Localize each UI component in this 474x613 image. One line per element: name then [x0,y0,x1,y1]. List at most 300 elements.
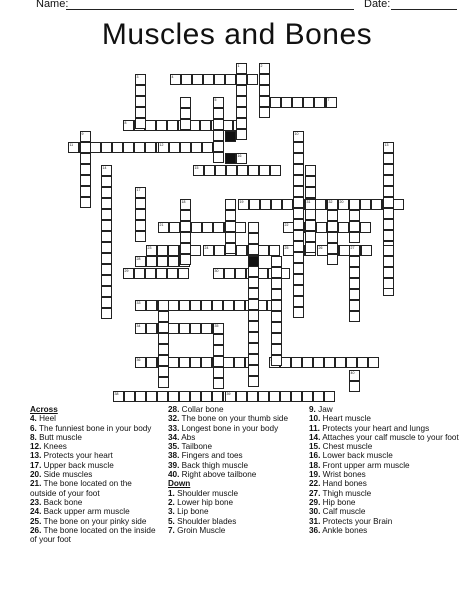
grid-cell[interactable] [259,63,270,74]
grid-cell[interactable] [281,97,292,108]
grid-cell[interactable] [293,230,304,241]
grid-cell[interactable] [158,333,169,344]
grid-cell[interactable] [158,366,169,377]
clue-number: 7. [168,525,175,535]
grid-cell[interactable] [101,297,112,308]
grid-cell[interactable] [368,357,379,368]
grid-cell[interactable] [135,85,146,96]
grid-cell[interactable] [236,74,247,85]
grid-cell[interactable] [361,245,372,256]
grid-cell[interactable] [80,197,91,208]
grid-cell[interactable] [383,256,394,267]
grid-cell[interactable] [180,199,191,210]
grid-cell[interactable] [167,120,178,131]
grid-cell[interactable] [135,256,146,267]
grid-cell[interactable] [214,74,225,85]
grid-cell[interactable] [349,289,360,300]
grid-cell[interactable] [349,221,360,232]
grid-cell[interactable] [349,300,360,311]
grid-cell[interactable] [235,222,246,233]
grid-cell[interactable] [80,175,91,186]
grid-cell[interactable] [201,323,212,334]
grid-cell[interactable] [180,232,191,243]
grid-cell[interactable] [156,268,167,279]
grid-cell[interactable] [101,286,112,297]
grid-cell[interactable] [346,357,357,368]
grid-cell[interactable] [293,241,304,252]
grid-cell[interactable] [234,300,245,311]
grid-cell[interactable] [293,274,304,285]
grid-cell[interactable] [178,268,189,279]
grid-cell[interactable] [123,120,134,131]
grid-cell[interactable] [293,153,304,164]
grid-cell[interactable] [236,63,247,74]
grid-cell[interactable] [271,311,282,322]
grid-cell[interactable] [213,323,224,334]
grid-cell[interactable] [248,332,259,343]
grid-cell[interactable] [135,220,146,231]
grid-cell[interactable] [349,245,360,256]
grid-cell[interactable] [302,357,313,368]
grid-cell[interactable] [327,232,338,243]
grid-cell[interactable] [357,357,368,368]
grid-cell[interactable] [135,198,146,209]
grid-cell[interactable] [249,199,260,210]
grid-cell[interactable] [271,355,282,366]
grid-cell[interactable] [393,199,404,210]
grid-cell[interactable] [293,197,304,208]
grid-cell[interactable] [291,391,302,402]
grid-cell[interactable] [157,391,168,402]
grid-cell[interactable] [383,197,394,208]
grid-cell[interactable] [179,323,190,334]
grid-cell[interactable] [169,222,180,233]
grid-cell[interactable] [135,231,146,242]
grid-cell[interactable] [248,266,259,277]
grid-cell[interactable] [271,344,282,355]
grid-cell[interactable] [190,323,201,334]
grid-cell[interactable] [225,243,236,254]
grid-cell[interactable] [123,142,134,153]
grid-cell[interactable] [327,199,338,210]
grid-cell[interactable] [145,120,156,131]
clue-number: 21. [30,479,42,489]
grid-cell[interactable] [248,299,259,310]
grid-cell[interactable] [248,277,259,288]
grid-cell[interactable] [236,85,247,96]
grid-cell[interactable] [293,142,304,153]
grid-cell[interactable] [305,209,316,220]
grid-cell[interactable] [293,208,304,219]
grid-cell[interactable] [135,357,146,368]
grid-cell[interactable] [135,96,146,107]
grid-cell[interactable] [180,221,191,232]
grid-cell[interactable] [248,321,259,332]
grid-cell[interactable] [248,343,259,354]
grid-cell[interactable] [214,245,225,256]
grid-cell[interactable] [349,311,360,322]
grid-cell[interactable] [168,357,179,368]
grid-cell[interactable] [201,357,212,368]
grid-cell[interactable] [258,245,269,256]
grid-cell[interactable] [327,243,338,254]
grid-cell[interactable] [192,74,203,85]
grid-cell[interactable] [305,231,316,242]
grid-cell[interactable] [179,300,190,311]
grid-cell[interactable] [101,187,112,198]
grid-cell[interactable] [293,285,304,296]
grid-cell[interactable] [303,97,314,108]
grid-cell[interactable] [313,391,324,402]
grid-cell[interactable] [383,186,394,197]
grid-cell[interactable] [248,376,259,387]
grid-cell[interactable] [212,300,223,311]
grid-cell[interactable] [179,391,190,402]
grid-cell[interactable] [213,97,224,108]
grid-cell[interactable] [193,165,204,176]
grid-cell[interactable] [247,391,258,402]
grid-cell[interactable] [191,142,202,153]
grid-cell[interactable] [181,74,192,85]
grid-cell[interactable] [180,142,191,153]
grid-cell[interactable] [349,256,360,267]
grid-cell[interactable] [293,219,304,230]
grid-cell[interactable] [101,209,112,220]
grid-cell[interactable] [305,176,316,187]
grid-cell[interactable] [170,74,181,85]
grid-cell[interactable] [101,308,112,319]
grid-cell[interactable] [180,119,191,130]
grid-cell[interactable] [238,199,249,210]
grid-cell[interactable] [190,391,201,402]
grid-cell[interactable] [157,256,168,267]
grid-cell[interactable] [271,267,282,278]
grid-cell[interactable] [190,357,201,368]
grid-cell[interactable] [215,165,226,176]
grid-cell[interactable] [258,391,269,402]
grid-cell[interactable] [101,231,112,242]
grid-cell[interactable] [225,210,236,221]
grid-cell[interactable] [213,141,224,152]
grid-cell[interactable] [213,108,224,119]
grid-cell[interactable] [146,357,157,368]
grid-cell[interactable] [327,254,338,265]
grid-cell[interactable] [293,296,304,307]
grid-cell[interactable] [271,300,282,311]
grid-cell[interactable] [80,142,91,153]
grid-cell[interactable] [135,74,146,85]
grid-cell[interactable] [248,288,259,299]
grid-cell[interactable] [134,142,145,153]
grid-cell[interactable] [158,311,169,322]
grid-cell[interactable] [236,107,247,118]
grid-cell[interactable] [101,176,112,187]
grid-cell[interactable] [180,108,191,119]
clue-text: The funniest bone in your body [36,423,152,433]
grid-cell[interactable] [349,267,360,278]
grid-cell[interactable] [327,221,338,232]
grid-cell[interactable] [213,345,224,356]
grid-cell[interactable] [349,278,360,289]
grid-cell[interactable] [157,245,168,256]
grid-cell[interactable] [202,222,213,233]
grid-cell[interactable] [236,245,247,256]
grid-cell[interactable] [260,199,271,210]
grid-cell[interactable] [349,199,360,210]
grid-cell[interactable] [269,245,280,256]
grid-cell[interactable] [213,152,224,163]
grid-cell[interactable] [158,322,169,333]
grid-cell[interactable] [225,74,236,85]
grid-cell[interactable] [169,142,180,153]
grid-cell[interactable] [135,118,146,129]
grid-cell[interactable] [383,175,394,186]
grid-cell[interactable] [113,391,124,402]
grid-cell[interactable] [248,365,259,376]
grid-cell[interactable] [293,164,304,175]
grid-cell[interactable] [327,210,338,221]
grid-cell[interactable] [167,268,178,279]
grid-cell[interactable] [293,263,304,274]
grid-cell[interactable] [101,165,112,176]
grid-cell[interactable] [213,356,224,367]
grid-cell[interactable] [280,391,291,402]
grid-cell[interactable] [224,268,235,279]
grid-cell[interactable] [101,242,112,253]
grid-cell[interactable] [124,391,135,402]
grid-cell[interactable] [302,391,313,402]
grid-cell[interactable] [213,367,224,378]
grid-cell[interactable] [293,307,304,318]
grid-cell[interactable] [326,97,337,108]
grid-cell[interactable] [315,199,326,210]
grid-cell[interactable] [180,97,191,108]
grid-cell[interactable] [236,153,247,164]
grid-cell[interactable] [225,232,236,243]
grid-cell[interactable] [314,97,325,108]
grid-cell[interactable] [201,300,212,311]
grid-cell[interactable] [168,256,179,267]
grid-cell[interactable] [146,300,157,311]
grid-cell[interactable] [156,120,167,131]
grid-cell[interactable] [146,245,157,256]
grid-cell[interactable] [324,391,335,402]
grid-cell[interactable] [112,142,123,153]
grid-cell[interactable] [360,199,371,210]
clue-item [30,451,160,460]
grid-cell[interactable] [200,120,211,131]
grid-cell[interactable] [293,131,304,142]
grid-cell[interactable] [383,164,394,175]
grid-cell[interactable] [305,242,316,253]
grid-cell[interactable] [201,391,212,402]
grid-cell[interactable] [237,165,248,176]
grid-cell[interactable] [335,357,346,368]
grid-cell[interactable] [134,268,145,279]
grid-cell[interactable] [101,275,112,286]
grid-cell[interactable] [338,222,349,233]
grid-cell[interactable] [234,357,245,368]
grid-cell[interactable] [225,221,236,232]
grid-cell[interactable] [213,268,224,279]
grid-cell[interactable] [313,357,324,368]
grid-cell[interactable] [293,175,304,186]
grid-cell[interactable] [305,199,316,210]
grid-cell[interactable] [101,220,112,231]
grid-cell[interactable] [101,253,112,264]
grid-cell[interactable] [190,300,201,311]
grid-cell[interactable] [135,187,146,198]
grid-cell[interactable] [271,199,282,210]
grid-cell[interactable] [282,199,293,210]
grid-cell[interactable] [349,381,360,392]
grid-cell[interactable] [180,254,191,265]
grid-cell[interactable] [270,165,281,176]
grid-cell[interactable] [271,322,282,333]
grid-cell[interactable] [259,96,270,107]
clue-item [168,489,302,498]
grid-cell[interactable] [383,142,394,153]
grid-cell[interactable] [90,142,101,153]
grid-cell[interactable] [213,222,224,233]
grid-cell[interactable] [203,245,214,256]
grid-cell[interactable] [191,222,202,233]
grid-cell[interactable] [213,334,224,345]
grid-cell[interactable] [225,199,236,210]
grid-cell[interactable] [271,333,282,344]
grid-cell[interactable] [190,245,201,256]
grid-cell[interactable] [291,357,302,368]
grid-cell[interactable] [225,391,236,402]
grid-cell[interactable] [248,310,259,321]
grid-cell[interactable] [248,233,259,244]
grid-cell[interactable] [158,222,169,233]
grid-cell[interactable] [269,391,280,402]
grid-cell[interactable] [135,300,146,311]
clue-number-label: 19 [239,199,244,204]
grid-cell[interactable] [349,210,360,221]
grid-cell[interactable] [383,219,394,230]
grid-cell[interactable] [145,268,156,279]
grid-cell[interactable] [146,256,157,267]
grid-cell[interactable] [80,186,91,197]
grid-cell[interactable] [212,391,223,402]
grid-cell[interactable] [168,323,179,334]
grid-cell[interactable] [248,165,259,176]
grid-cell[interactable] [101,142,112,153]
grid-cell[interactable] [158,300,169,311]
grid-cell[interactable] [135,323,146,334]
grid-cell[interactable] [168,391,179,402]
grid-cell[interactable] [135,209,146,220]
grid-cell[interactable] [101,264,112,275]
grid-cell[interactable] [248,244,259,255]
grid-cell[interactable] [235,268,246,279]
grid-cell[interactable] [271,278,282,289]
grid-cell[interactable] [271,256,282,267]
grid-cell[interactable] [123,268,134,279]
grid-cell[interactable] [259,74,270,85]
grid-cell[interactable] [259,107,270,118]
grid-cell[interactable] [248,222,259,233]
grid-cell[interactable] [158,355,169,366]
grid-cell[interactable] [236,118,247,129]
grid-cell[interactable] [168,245,179,256]
grid-cell[interactable] [259,165,270,176]
grid-cell[interactable] [101,198,112,209]
grid-cell[interactable] [203,74,214,85]
grid-cell[interactable] [259,85,270,96]
grid-cell[interactable] [305,165,316,176]
clue-item [168,424,302,433]
grid-cell[interactable] [271,289,282,300]
grid-cell[interactable] [135,391,146,402]
grid-cell[interactable] [316,222,327,233]
grid-cell[interactable] [383,278,394,289]
grid-cell[interactable] [226,165,237,176]
grid-cell[interactable] [360,222,371,233]
grid-cell[interactable] [338,199,349,210]
grid-cell[interactable] [349,232,360,243]
grid-cell[interactable] [247,74,258,85]
grid-cell[interactable] [305,187,316,198]
clue-item [309,405,459,414]
grid-cell[interactable] [270,97,281,108]
grid-cell[interactable] [383,153,394,164]
grid-cell[interactable] [146,391,157,402]
grid-cell[interactable] [146,323,157,334]
grid-cell[interactable] [236,129,247,140]
grid-cell[interactable] [292,97,303,108]
grid-cell[interactable] [158,344,169,355]
grid-cell[interactable] [180,243,191,254]
grid-cell[interactable] [145,142,156,153]
grid-cell[interactable] [179,357,190,368]
grid-cell[interactable] [236,96,247,107]
grid-cell[interactable] [213,378,224,389]
grid-cell[interactable] [248,354,259,365]
grid-cell[interactable] [68,142,79,153]
grid-cell[interactable] [293,252,304,263]
grid-cell[interactable] [223,357,234,368]
grid-cell[interactable] [80,131,91,142]
grid-cell[interactable] [223,300,234,311]
grid-cell[interactable] [180,210,191,221]
grid-cell[interactable] [305,220,316,231]
grid-cell[interactable] [80,164,91,175]
grid-cell[interactable] [202,142,213,153]
grid-cell[interactable] [135,107,146,118]
grid-cell[interactable] [383,245,394,256]
grid-cell[interactable] [236,391,247,402]
grid-cell[interactable] [168,300,179,311]
grid-cell[interactable] [204,165,215,176]
grid-cell[interactable] [213,119,224,130]
grid-cell[interactable] [293,186,304,197]
grid-cell[interactable] [80,153,91,164]
grid-cell[interactable] [158,377,169,388]
grid-cell[interactable] [349,370,360,381]
grid-cell[interactable] [383,230,394,241]
grid-cell[interactable] [324,357,335,368]
clue-number: 28. [168,405,180,414]
grid-cell[interactable] [371,199,382,210]
grid-cell[interactable] [383,208,394,219]
clue-item [168,442,302,451]
grid-cell[interactable] [158,142,169,153]
grid-cell[interactable] [383,267,394,278]
grid-cell[interactable] [213,130,224,141]
